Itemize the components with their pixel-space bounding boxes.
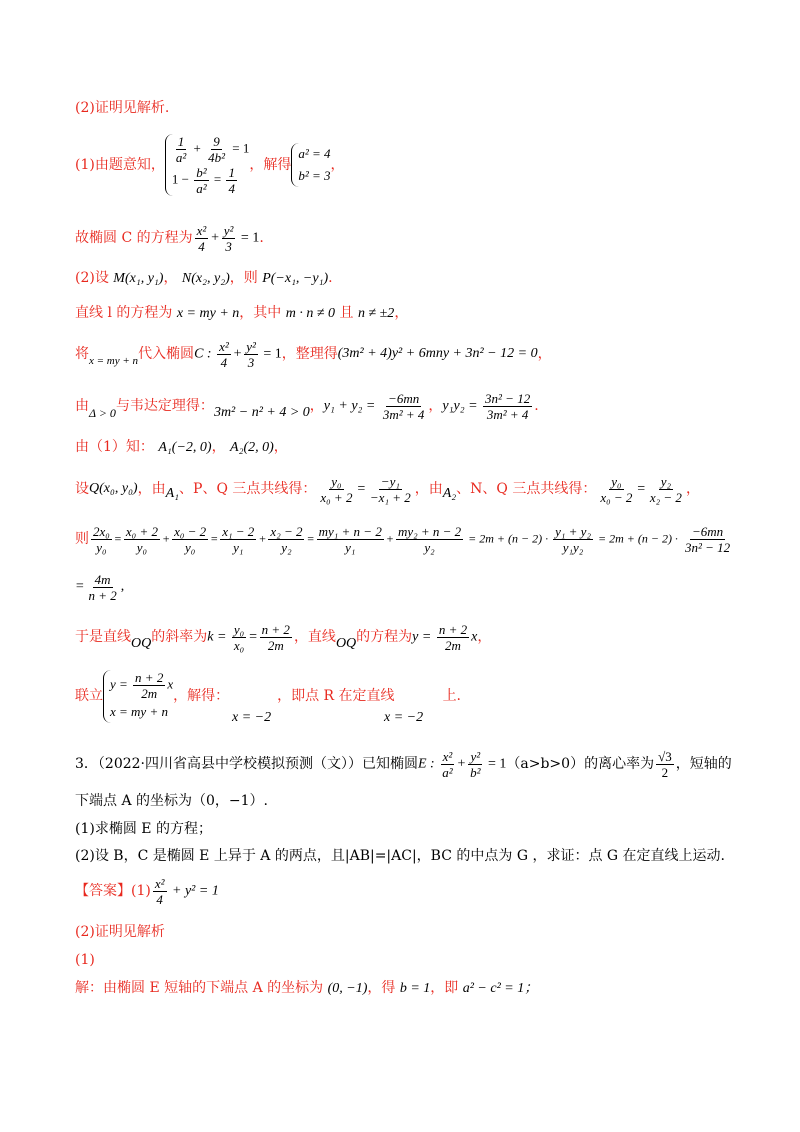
frac-num: −y₁ [380, 473, 400, 489]
frac-den: 4 [220, 354, 228, 370]
text: 联立 [75, 688, 103, 704]
term: = 2m + (n − 2) · [597, 530, 678, 545]
frac-den: −x₁ + 2 [369, 489, 411, 505]
slope-line: 于是直线 OQ 的斜率为 k = $\frac{\text{y₀}}{\text{x₀}}$ = $\frac{n + 2}{2m}$ ，直线 OQ 的方程为 y = $\frac{n + 2}{2m}$ x ， [75, 621, 492, 653]
question-3: 3．（2022·四川省高县中学校模拟预测（文））已知椭圆 E : $\frac{\text{x²}}{\text{a²}}$ + $\frac{\text{y²}}{\text{b²}}$ = 1 （a>b>0）的离心率为 $\frac{√3}{2}$ ，短轴的 [75, 748, 732, 780]
frac-num: y₀ [233, 621, 245, 637]
frac-den: x₀ [233, 637, 245, 653]
frac-num: 9 [213, 134, 220, 149]
eq: = 1 [263, 346, 282, 362]
frac-num: y₁ + y₂ [555, 523, 591, 539]
text: (2)证明见解析. [75, 100, 170, 116]
frac-den: 2 [661, 764, 669, 780]
frac-den: a² [442, 764, 453, 780]
answer-label [75, 874, 219, 908]
text: 故椭圆 C 的方程为 [75, 230, 193, 246]
frac-num: 3n² − 12 [485, 390, 531, 406]
text: ，由 [137, 481, 166, 497]
frac-den: y₀ [136, 539, 148, 555]
frac-den: 4b² [208, 150, 225, 165]
text: 与韦达定理得： [115, 398, 214, 414]
frac-num: y² [246, 338, 256, 354]
point-Q: Q(x₀, y₀) [89, 481, 138, 496]
frac-num: 4m [94, 571, 111, 587]
frac-den: 3 [247, 354, 255, 370]
frac-num: y₂ [660, 473, 672, 489]
frac-den: y₁ [345, 539, 356, 555]
frac-num: my₁ + n − 2 [318, 523, 382, 539]
text: 将 [75, 346, 89, 362]
term: x [167, 675, 174, 691]
eq: x = −2 [384, 710, 424, 725]
eq: b = 1 [399, 981, 431, 996]
question-3-part2: (2)设 B，C 是椭圆 E 上异于 A 的两点，且|AB|=|AC|，BC 的中点为 G ，求证：点 G 在定直线上运动. [75, 848, 726, 864]
text: 、P、Q 三点共线得： [179, 481, 317, 497]
text: 直线 l 的方程为 [75, 305, 173, 321]
eq: = 1 [487, 756, 507, 772]
text: 解：由椭圆 E 短轴的下端点 A 的坐标为 [75, 980, 324, 996]
eq: x = −2 [232, 710, 272, 725]
text: 的斜率为 [151, 629, 208, 645]
frac-num: x₀ + 2 [125, 523, 158, 539]
text: 代入椭圆 [138, 346, 195, 362]
frac-num: x² [196, 222, 207, 238]
frac-den: 2m [267, 637, 284, 653]
frac-num: 2x₀ [93, 523, 110, 539]
equation-system [103, 670, 173, 723]
label: C : [194, 346, 212, 362]
frac-num: n + 2 [261, 621, 290, 637]
eq: (3m² + 4)y² + 6mny + 3n² − 12 = 0 [337, 346, 538, 361]
frac-num: x² [442, 748, 453, 764]
frac-den: y₂ [281, 539, 292, 555]
text: ，其中 [239, 305, 282, 321]
frac-den: y₀ [96, 539, 107, 555]
frac-den: y₂ [424, 539, 435, 555]
line-equation: 直线 l 的方程为 x = my + n，其中 m · n ≠ 0 且 n ≠ ±2， [75, 305, 409, 321]
point-N: N(x₂, y₂) [181, 271, 230, 286]
text: ，即 [430, 980, 459, 996]
text: 且 [339, 305, 354, 321]
frac-den: 4 [228, 181, 235, 196]
eq-row: b² = 3 [298, 168, 331, 183]
text: 的方程为 [356, 629, 413, 645]
eq-row: a² = 4 [298, 146, 331, 161]
frac-den: y₁y₂ [562, 539, 584, 555]
answer-part2-note [75, 98, 169, 118]
frac-num: my₂ + n − 2 [397, 523, 462, 539]
solution-step-2: (2)设 M(x₁, y₁)， N(x₂, y₂)，则 P(−x₁, −y₁). [75, 270, 333, 286]
text: 【答案】(1) [75, 883, 151, 899]
solution-line [75, 978, 538, 999]
term: x [471, 629, 478, 645]
frac-den: b² [470, 764, 481, 780]
text: 3．（2022·四川省高县中学校模拟预测（文））已知椭圆 [75, 756, 418, 772]
point: (0, −1) [327, 981, 368, 996]
vertices-line: 由（1）知： A₁(−2, 0)， A₂(2, 0)， [75, 439, 288, 455]
text: ，即点 R 在定直线 [277, 688, 395, 704]
eq: n ≠ ±2 [357, 306, 395, 321]
text: ，直线 [293, 629, 336, 645]
frac-num: 1 [177, 134, 185, 149]
ellipse-equation-line: 故椭圆 C 的方程为 $\frac{\text{x²}}{4}$ + $\frac{\text{y²}}{3}$ = 1 . [75, 222, 264, 254]
text: 由 [75, 398, 89, 414]
frac-num: √3 [658, 748, 672, 764]
frac-num: n + 2 [135, 669, 164, 685]
text: ， [163, 270, 178, 286]
text: (2)设 [75, 270, 109, 286]
frac-num: x₂ − 2 [270, 523, 303, 539]
answer-part2: (2)证明见解析 [75, 924, 165, 940]
frac-num: x² [154, 875, 165, 891]
question-3-cont: 下端点 A 的坐标为（0，−1）. [75, 793, 269, 809]
frac-num: y₀ [611, 473, 622, 489]
term: = 2m + (n − 2) · [468, 530, 549, 545]
eq: = [213, 171, 222, 187]
text: 设 [75, 481, 89, 497]
point-M: M(x₁, y₁) [113, 271, 164, 286]
text: (1)由题意知， [75, 157, 165, 173]
text: （a>b>0）的离心率为 [506, 756, 655, 772]
vieta-line: 由 Δ > 0 与韦达定理得： 3m² − n² + 4 > 0 ， y₁ + y₂ = $\frac{-6mn}{\text{3m² + 4}}$ ， y₁y₂ = $\frac{\text{3n² − 12}}{\text{3m² + 4}}$ . [75, 390, 539, 422]
eq: a² − c² = 1； [462, 981, 539, 996]
eq: x = my + n [89, 355, 139, 367]
text: ，由 [414, 481, 443, 497]
term: y₁y₂ = [442, 398, 478, 414]
eq: m · n ≠ 0 [285, 306, 336, 321]
frac-num: y₀ [331, 473, 342, 489]
frac-num: x₀ − 2 [174, 523, 207, 539]
label: OQ [131, 636, 152, 651]
eq: x = my + n [176, 306, 240, 321]
eq: = 1 [232, 140, 250, 156]
label: E : [418, 756, 435, 772]
label: A₁ [165, 486, 180, 501]
question-3-part1: (1)求椭圆 E 的方程； [75, 821, 212, 837]
frac-num: x² [219, 338, 229, 354]
term: 1 − [171, 171, 189, 187]
ratio-result: = $\frac{4m}{n + 2}$ , [75, 571, 125, 603]
frac-den: y₁ [233, 539, 244, 555]
text: ，则 [229, 270, 258, 286]
frac-den: x₂ − 2 [649, 489, 682, 505]
term: y = [110, 675, 128, 691]
term: + y² = 1 [172, 883, 219, 899]
text: ，短轴的 [675, 756, 732, 772]
frac-den: 2m [141, 685, 158, 701]
eq-row: x = my + n [110, 703, 168, 719]
text: 由（1）知： [75, 439, 154, 455]
frac-den: 2m [445, 637, 461, 653]
frac-num: x₁ − 2 [222, 523, 255, 539]
frac-num: 1 [228, 165, 235, 180]
frac-num: y² [470, 748, 481, 764]
frac-den: x₀ + 2 [320, 489, 353, 505]
frac-num: y² [223, 222, 234, 238]
eq: Δ > 0 [89, 406, 116, 420]
text: ，得 [367, 980, 396, 996]
frac-den: y₀ [184, 539, 196, 555]
eq: 3m² − n² + 4 > 0 [213, 405, 310, 420]
text: 则 [75, 531, 89, 547]
label: OQ [335, 636, 357, 651]
frac-den: a² [196, 181, 207, 196]
solution-part1-label: (1) [75, 952, 95, 968]
text: 于是直线 [75, 629, 131, 645]
frac-num: b² [196, 165, 207, 180]
frac-num: −6mn [691, 523, 724, 539]
term: y = [412, 629, 432, 645]
frac-num: n + 2 [438, 621, 468, 637]
frac-den: 3m² + 4 [382, 406, 425, 422]
collinear-line: 设 Q(x₀, y₀) ，由 A₁ 、P、Q 三点共线得： $\frac{\text{y₀}}{\text{x₀ + 2}}$ = $\frac{\text{−y₁}}{\text{−x₁ + 2}}$ ，由 A₂ 、N、Q 三点共线得： $\frac{\text{y₀}}{\text{x₀ − 2}}$ = $\frac{\text{y₂}}{\text{x₂ − 2}}$ ， [75, 473, 700, 505]
text: ，解得： [173, 688, 230, 704]
ratio-derivation: 则 $\frac{\text{2x₀}}{\text{y₀}}$ = $\frac{\text{x₀ + 2}}{\text{y₀}}$ + $\frac{\text{x₀ − 2}}{\text{y₀}}$ = $\frac{\text{x₁ − 2}}{\text{y₁}}$ + $\frac{\text{x₂ − 2}}{\text{y₂}}$ = $\frac{\text{my₁ + n − 2}}{\text{y₁}}$ + $\frac{\text{my₂ + n − 2}}{\text{y₂}}$ = 2m + (n − 2) · $\frac{\text{y₁ + y₂}}{\text{y₁y₂}}$ = 2m + (n − 2) · $\frac{-6mn}{\text{3n² − 12}}$ [75, 523, 731, 555]
point-P: P(−x₁, −y₁) [262, 271, 329, 286]
term: y₁ + y₂ = [323, 398, 376, 414]
eq: = 1 [240, 230, 260, 246]
frac-den: n + 2 [88, 587, 117, 603]
frac-den: 3 [225, 238, 232, 254]
frac-den: 3n² − 12 [684, 539, 731, 555]
point-A2: A₂(2, 0) [230, 440, 274, 455]
text: 、N、Q 三点共线得： [456, 481, 597, 497]
frac-num: −6mn [388, 390, 420, 406]
text: ，整理得 [281, 346, 338, 362]
frac-den: 4 [198, 238, 205, 254]
substitution-line: 将 x = my + n 代入椭圆 C : $\frac{\text{x²}}{4}$ + $\frac{\text{y²}}{3}$ = 1 ，整理得 (3m² + 4)y² + 6mny + 3n² − 12 = 0 ， [75, 338, 552, 370]
frac-den: x₀ − 2 [600, 489, 633, 505]
equation-system: $\frac{1}{\text{a²}}$ + $\frac{9}{\text{4b²}}$ = 1 1 − $\frac{\text{b²}}{\text{a²}}$ = $\frac{1}{4}$ [165, 134, 250, 196]
solution-system [291, 143, 330, 187]
point-A1: A₁(−2, 0) [158, 440, 212, 455]
frac-den: a² [175, 150, 187, 165]
text: 上. [442, 688, 462, 704]
text: ，解得 [249, 157, 292, 173]
term: k = [207, 629, 227, 645]
frac-den: 4 [156, 891, 163, 907]
label: A₂ [442, 486, 457, 501]
frac-den: 3m² + 4 [486, 406, 529, 422]
solution-step-1: (1)由题意知， $\frac{1}{\text{a²}}$ + $\frac{9}{\text{4b²}}$ = 1 1 − $\frac{\text{b²}}{\text{a²}}$ = $\frac{1}{4}$ ，解得 a² = 4 b² = 3 ， [75, 134, 345, 196]
